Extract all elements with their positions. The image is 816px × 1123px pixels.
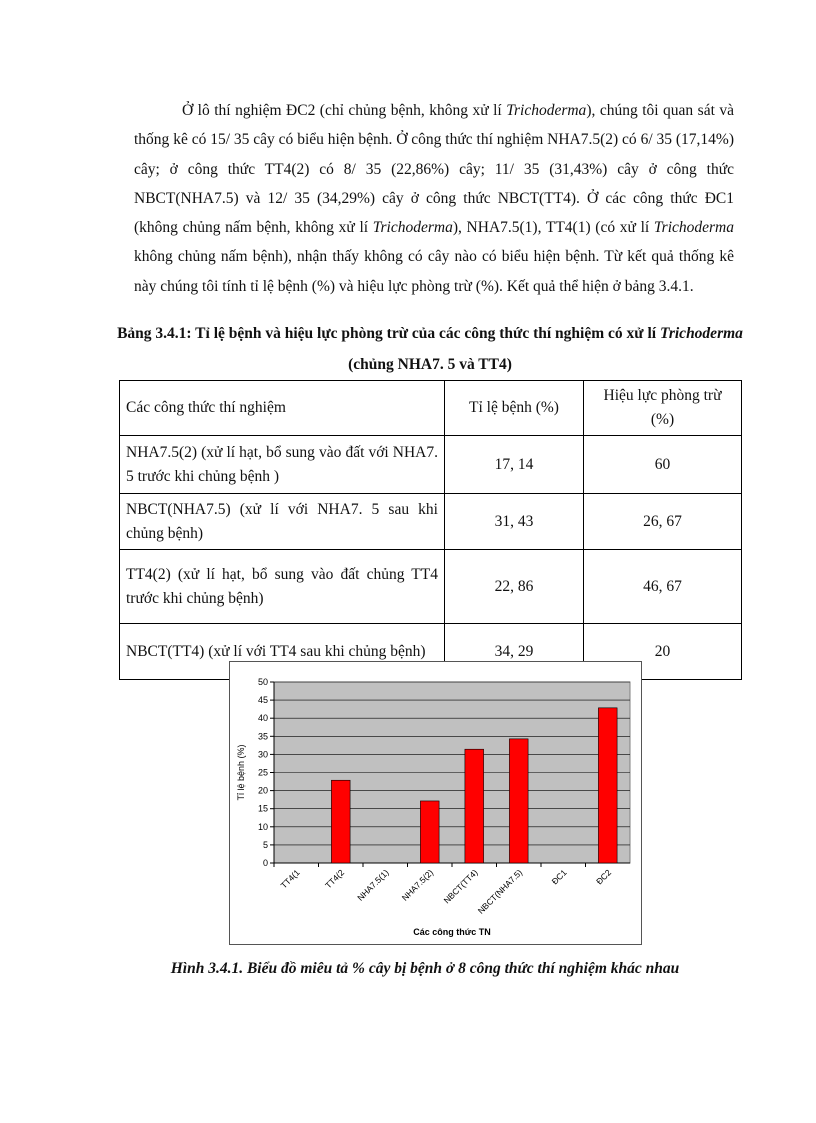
cell-rate: 31, 43 xyxy=(445,494,584,550)
bar xyxy=(465,749,484,863)
figure-caption: Hình 3.4.1. Biểu đồ miêu tả % cây bị bệnh ở 8 công thức thí nghiệm khác nhau xyxy=(170,960,680,977)
y-tick-label: 30 xyxy=(257,749,268,760)
para-italic-3: Trichoderma xyxy=(653,219,734,237)
cell-efficacy: 46, 67 xyxy=(584,550,742,624)
cell-rate: 17, 14 xyxy=(445,436,584,494)
x-tick-label: NBCT(NHA7.5) xyxy=(475,867,525,916)
x-axis-title: Các công thức TN xyxy=(413,927,491,937)
bar xyxy=(598,708,617,863)
bar xyxy=(331,780,350,863)
table-row xyxy=(120,550,742,624)
x-tick-label: TT4(2 xyxy=(323,867,347,891)
para-italic-1: Trichoderma xyxy=(506,102,587,119)
y-tick-label: 35 xyxy=(257,731,268,742)
y-tick-label: 50 xyxy=(257,677,268,687)
y-tick-label: 10 xyxy=(257,821,268,832)
results-table xyxy=(119,380,742,680)
table-caption xyxy=(110,318,750,380)
table-caption-italic: Trichoderma xyxy=(659,325,743,342)
para-text-4: không chủng nấm bệnh), nhận thấy không có cây nào có biểu hiện bệnh. Từ kết quả thống kê này chúng tôi tính tỉ lệ bệnh (%) và hiệu lực phòng trừ (%). Kết quả thể hiện ở bảng 3.4.1. xyxy=(134,248,734,295)
bar-chart xyxy=(230,662,641,944)
header-formula: Các công thức thí nghiệm xyxy=(120,381,445,436)
x-tick-label: ĐC1 xyxy=(549,867,569,887)
bar xyxy=(509,739,528,863)
cell-formula: NBCT(NHA7.5) (xử lí với NHA7. 5 sau khi chủng bệnh) xyxy=(120,494,445,550)
y-tick-label: 0 xyxy=(262,858,268,868)
y-tick-label: 20 xyxy=(257,785,268,796)
chart-frame xyxy=(229,661,642,945)
x-tick-label: NHA7.5(2) xyxy=(399,867,436,903)
x-tick-label: TT4(1 xyxy=(278,867,302,891)
x-tick-label: NBCT(TT4) xyxy=(441,867,480,906)
body-paragraph xyxy=(134,96,734,301)
header-efficacy: Hiệu lực phòng trừ (%) xyxy=(584,381,742,436)
y-tick-label: 40 xyxy=(257,713,268,724)
cell-efficacy: 26, 67 xyxy=(584,494,742,550)
y-axis-title: Tỉ lệ bệnh (%) xyxy=(236,744,246,801)
cell-formula: TT4(2) (xử lí hạt, bổ sung vào đất chủng TT4 trước khi chủng bệnh) xyxy=(120,550,445,624)
cell-formula: NBCT(TT4) (xử lí với TT4 sau khi chủng bệnh) xyxy=(120,624,445,680)
header-rate: Tỉ lệ bệnh (%) xyxy=(445,381,584,436)
cell-formula: NHA7.5(2) (xử lí hạt, bổ sung vào đất với NHA7. 5 trước khi chủng bệnh ) xyxy=(120,436,445,494)
x-tick-label: ĐC2 xyxy=(594,867,614,887)
table-caption-part1: Bảng 3.4.1: Tỉ lệ bệnh và hiệu lực phòng trừ của các công thức thí nghiệm có xử lí xyxy=(117,325,660,342)
y-tick-label: 5 xyxy=(262,839,268,850)
y-tick-label: 15 xyxy=(257,803,268,814)
para-italic-2: Trichoderma xyxy=(372,219,453,237)
cell-efficacy: 20 xyxy=(584,624,742,680)
table-caption-part2: (chủng NHA7. 5 và TT4) xyxy=(348,356,512,373)
cell-rate: 34, 29 xyxy=(445,624,584,680)
para-text-3: ), NHA7.5(1), TT4(1) (có xử lí xyxy=(452,219,654,237)
para-text-1: Ở lô thí nghiệm ĐC2 (chỉ chủng bệnh, không xử lí xyxy=(182,102,507,119)
x-tick-label: NHA7.5(1) xyxy=(355,867,391,903)
table-header-row xyxy=(120,381,742,436)
bar xyxy=(420,801,439,863)
cell-efficacy: 60 xyxy=(584,436,742,494)
y-tick-label: 25 xyxy=(257,767,268,778)
y-tick-label: 45 xyxy=(257,695,268,706)
para-text-2: ), chúng tôi quan sát và thống kê có 15/ 35 cây có biểu hiện bệnh. Ở công thức thí nghiệm NHA7.5(2) có 6/ 35 (17,14%) cây; ở công thức TT4(2) có 8/ 35 (22,86%) cây; 11/ 35 (31,43%) cây ở công thức NBCT(NHA7.5) và 12/ 35 (34,29%) cây ở công thức NBCT(TT4). Ở các công thức ĐC1 (không chủng nấm bệnh, không xử lí xyxy=(134,102,734,237)
table-row xyxy=(120,494,742,550)
table-row xyxy=(120,436,742,494)
cell-rate: 22, 86 xyxy=(445,550,584,624)
